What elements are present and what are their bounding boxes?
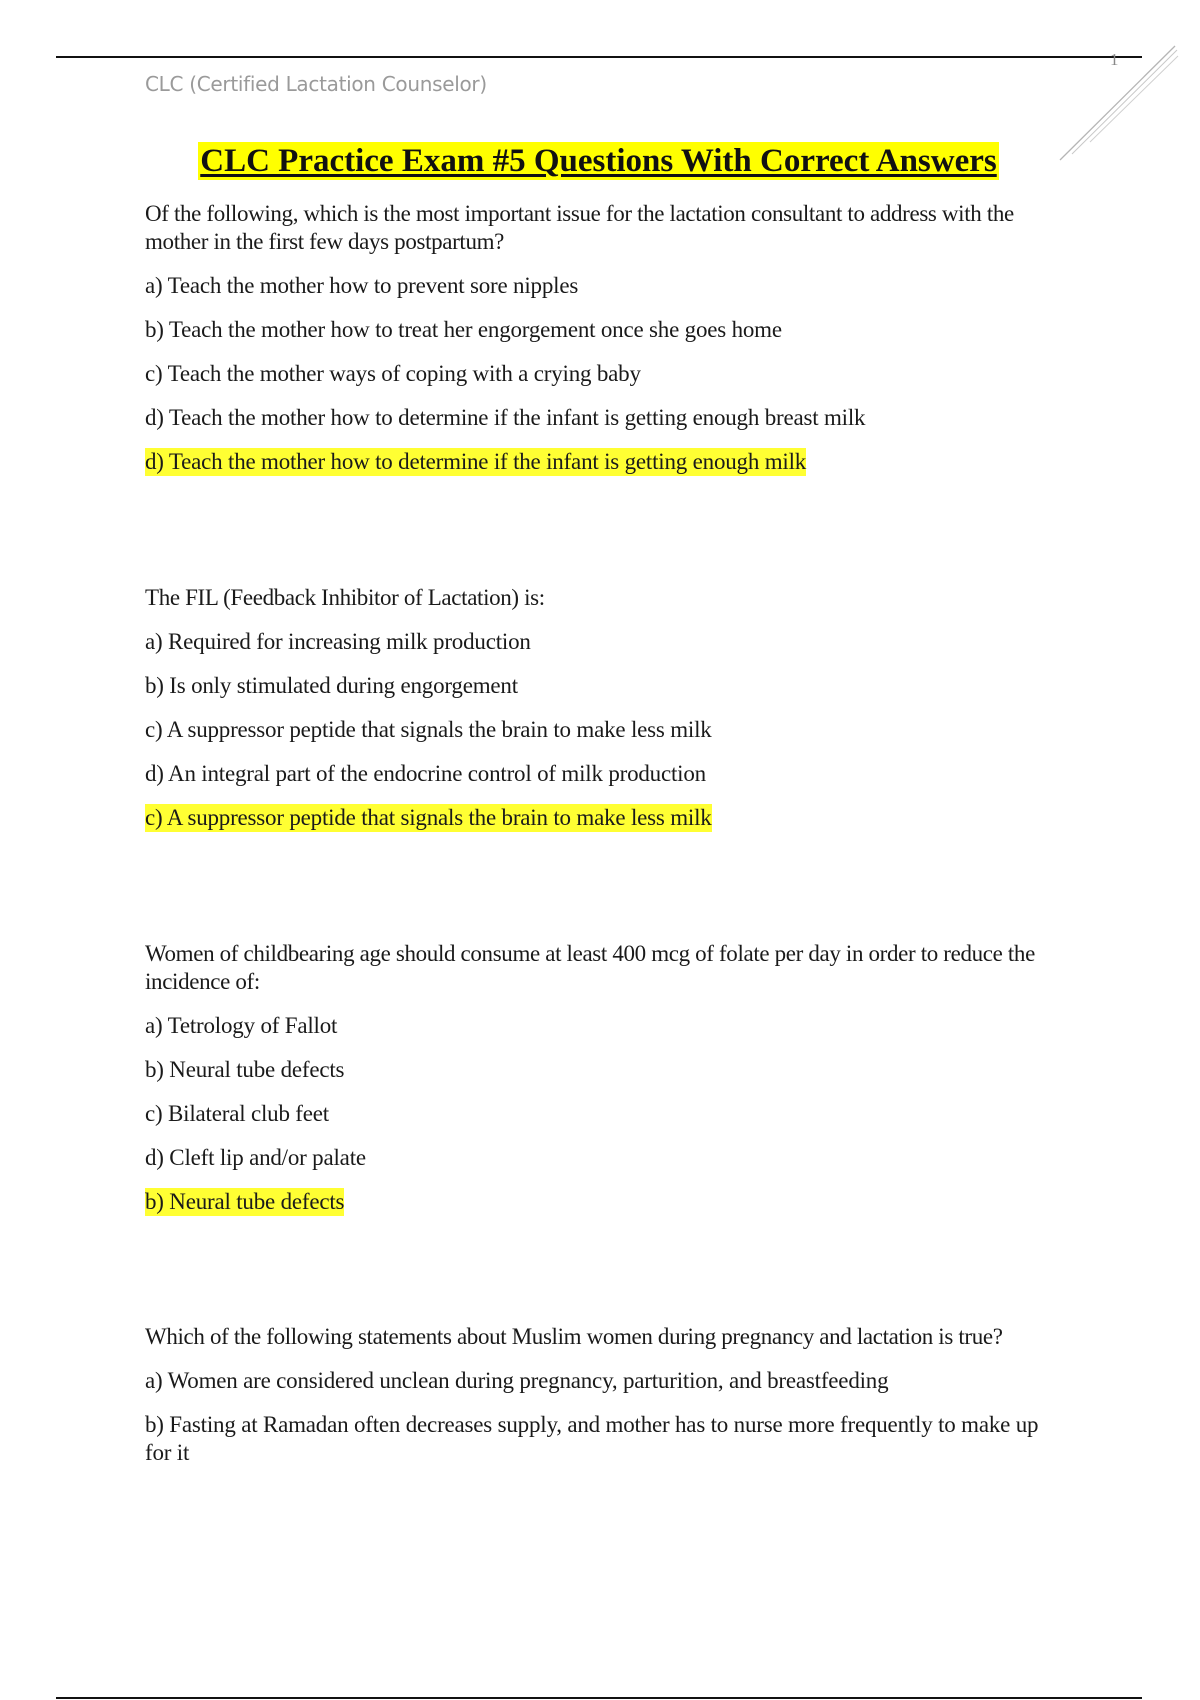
question-1 [145,200,1065,476]
correct-answer: b) Neural tube defects [145,1189,345,1214]
correct-answer: d) Teach the mother how to determine if the infant is getting enough milk [145,449,807,474]
option-b: b) Neural tube defects [145,1057,345,1082]
option-b: b) Fasting at Ramadan often decreases supply, and mother has to nurse more frequently to make up for it [145,1412,1039,1465]
footer-rule [56,1697,1142,1699]
option-d: d) Teach the mother how to determine if the infant is getting enough breast milk [145,405,866,430]
option-d: d) An integral part of the endocrine control of milk production [145,761,706,786]
option-c: c) A suppressor peptide that signals the brain to make less milk [145,717,712,742]
document-title: CLC Practice Exam #5 Questions With Correct Answers [200,143,997,179]
question-stem: Which of the following statements about Muslim women during pregnancy and lactation is true? [145,1324,1003,1349]
option-a: a) Teach the mother how to prevent sore nipples [145,273,579,298]
option-a: a) Women are considered unclean during pregnancy, parturition, and breastfeeding [145,1368,889,1393]
page-number: 1 [1110,50,1119,69]
header-rule [56,56,1142,58]
question-stem: Of the following, which is the most important issue for the lactation consultant to address with the mother in the first few days postpartum? [145,201,1014,254]
answer-row [145,1188,1065,1216]
option-b: b) Teach the mother how to treat her engorgement once she goes home [145,317,782,342]
running-head: CLC (Certified Lactation Counselor) [145,72,487,96]
question-stem: Women of childbearing age should consume at least 400 mcg of folate per day in order to reduce the incidence of: [145,941,1035,994]
option-b: b) Is only stimulated during engorgement [145,673,518,698]
option-a: a) Required for increasing milk production [145,629,531,654]
answer-row [145,804,1065,832]
option-c: c) Bilateral club feet [145,1101,329,1126]
option-c: c) Teach the mother ways of coping with a crying baby [145,361,641,386]
title-container [0,142,1200,180]
question-4 [145,1323,1065,1483]
question-2 [145,584,1065,832]
question-3 [145,940,1065,1216]
correct-answer: c) A suppressor peptide that signals the brain to make less milk [145,805,712,830]
option-d: d) Cleft lip and/or palate [145,1145,366,1170]
answer-row [145,448,1065,476]
question-stem: The FIL (Feedback Inhibitor of Lactation) is: [145,585,545,610]
option-a: a) Tetrology of Fallot [145,1013,338,1038]
